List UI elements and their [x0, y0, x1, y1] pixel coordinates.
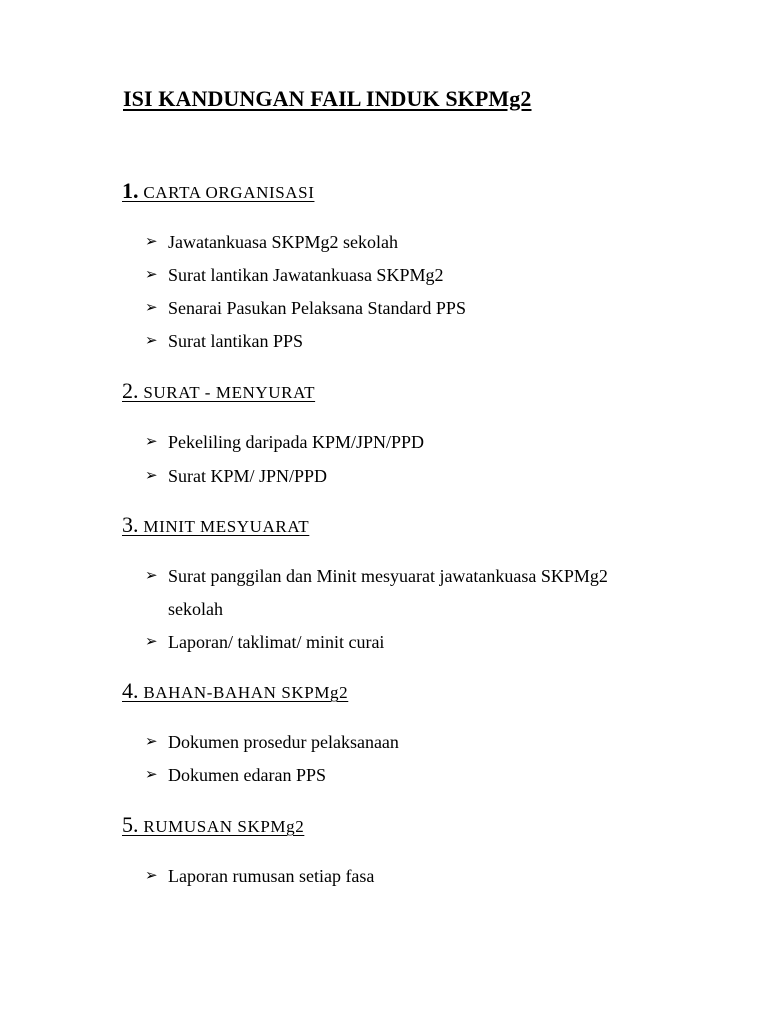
list-item-text: Laporan rumusan setiap fasa — [168, 866, 375, 886]
list-item-text: Senarai Pasukan Pelaksana Standard PPS — [168, 298, 466, 318]
list-item-text: sekolah — [168, 599, 223, 619]
section-4-number: 4. — [122, 678, 139, 703]
section-5-label: RUMUSAN SKPMg2 — [138, 817, 305, 836]
document-title: ISI KANDUNGAN FAIL INDUK SKPMg2 — [123, 86, 532, 111]
arrow-bullet-icon: ➢ — [145, 767, 158, 783]
section-5-number: 5. — [122, 812, 139, 837]
section-1-heading — [122, 178, 314, 204]
arrow-bullet-icon: ➢ — [145, 634, 158, 650]
section-2-heading — [122, 378, 315, 404]
list-item-text: Pekeliling daripada KPM/JPN/PPD — [168, 432, 425, 452]
list-item-text: Dokumen prosedur pelaksanaan — [168, 732, 399, 752]
section-4-heading — [122, 678, 348, 704]
list-item-text: Jawatankuasa SKPMg2 sekolah — [168, 232, 398, 252]
list-item-text: Surat lantikan PPS — [168, 331, 304, 351]
section-3-label: MINIT MESYUARAT — [138, 517, 310, 536]
list-item-text: Surat panggilan dan Minit mesyuarat jawatankuasa SKPMg2 — [168, 566, 608, 586]
list-item-text: Surat KPM/ JPN/PPD — [168, 466, 328, 486]
arrow-bullet-icon: ➢ — [145, 734, 158, 750]
list-item-text: Surat lantikan Jawatankuasa SKPMg2 — [168, 265, 444, 285]
arrow-bullet-icon: ➢ — [145, 267, 158, 283]
list-item-text: Dokumen edaran PPS — [168, 765, 326, 785]
section-2-label: SURAT - MENYURAT — [138, 383, 316, 402]
list-item-text: Laporan/ taklimat/ minit curai — [168, 632, 385, 652]
section-3-number: 3. — [122, 512, 139, 537]
arrow-bullet-icon: ➢ — [145, 434, 158, 450]
arrow-bullet-icon: ➢ — [145, 234, 158, 250]
arrow-bullet-icon: ➢ — [145, 468, 158, 484]
section-1-label: CARTA ORGANISASI — [138, 183, 315, 202]
section-3-heading — [122, 512, 309, 538]
section-2-number: 2. — [122, 378, 139, 403]
arrow-bullet-icon: ➢ — [145, 868, 158, 884]
arrow-bullet-icon: ➢ — [145, 300, 158, 316]
section-4-label: BAHAN-BAHAN SKPMg2 — [138, 683, 349, 702]
arrow-bullet-icon: ➢ — [145, 333, 158, 349]
section-1-number: 1. — [122, 178, 139, 203]
arrow-bullet-icon: ➢ — [145, 568, 158, 584]
section-5-heading — [122, 812, 304, 838]
